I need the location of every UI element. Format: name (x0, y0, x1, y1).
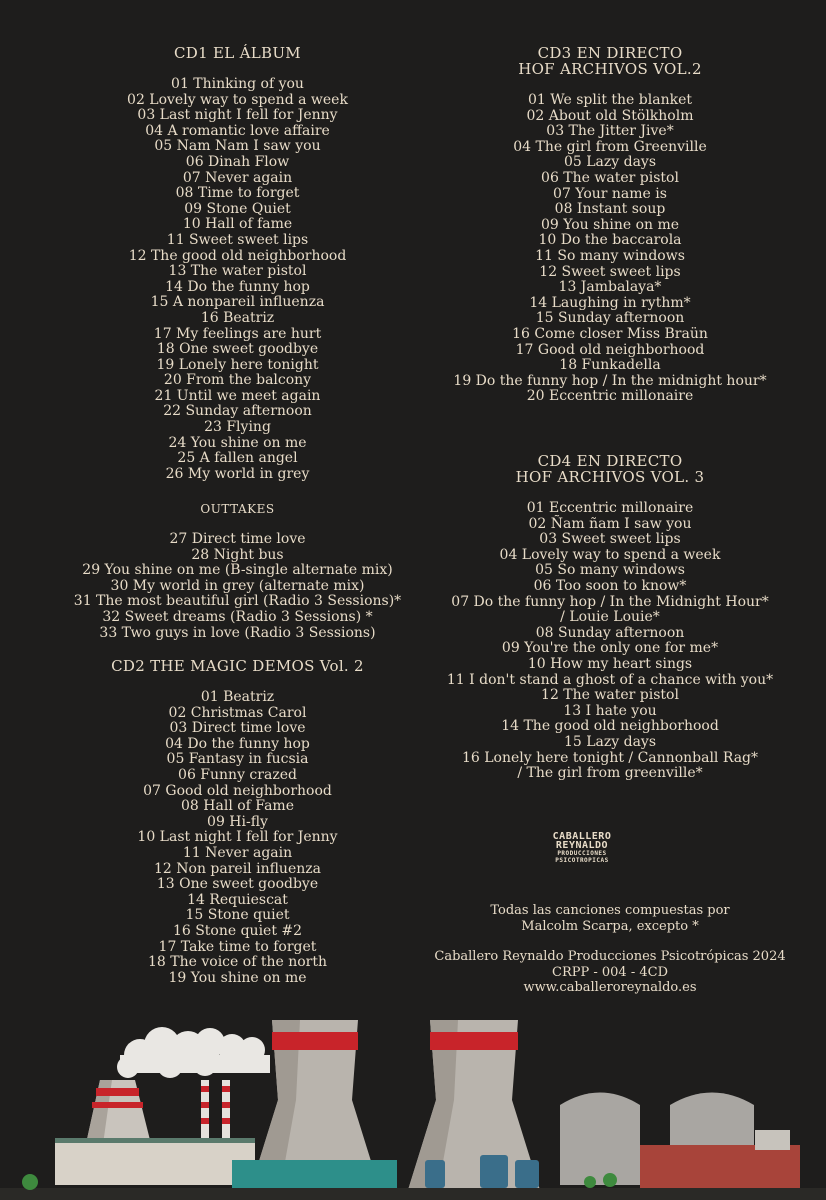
track-item: 07 Never again (182, 169, 293, 186)
track-item: 25 A fallen angel (177, 450, 298, 467)
track-item: 18 Funkadella (559, 357, 661, 374)
logo-line2: REYNALDO (555, 840, 609, 851)
track-item: 24 You shine on me (168, 434, 307, 451)
outtake-item: 31 The most beautiful girl (Radio 3 Sessions)* (73, 593, 402, 610)
composer-line2: Malcolm Scarpa, excepto * (521, 918, 699, 934)
track-item: 05 Fantasy in fucsia (166, 751, 309, 768)
track-item: 01 Thinking of you (171, 76, 304, 92)
cd4-tracklist (415, 501, 805, 782)
track-item: 13 Jambalaya* (558, 279, 662, 296)
track-item: 21 Until we meet again (154, 387, 321, 404)
track-item: 04 Lovely way to spend a week (499, 546, 721, 563)
outtake-item: 32 Sweet dreams (Radio 3 Sessions) * (102, 608, 373, 625)
track-item: 10 How my heart sings (527, 655, 693, 672)
track-item: 19 Do the funny hop / In the midnight hour* (453, 372, 767, 389)
track-item: 14 Laughing in rythm* (529, 294, 691, 311)
track-item: 05 Lazy days (563, 154, 657, 171)
outtake-item: 29 You shine on me (B-single alternate mix) (82, 562, 393, 579)
track-item: 17 My feelings are hurt (153, 325, 322, 342)
track-item: 17 Take time to forget (158, 938, 317, 955)
track-item: 20 Eccentric millonaire (526, 388, 694, 405)
track-item: 01 Beatriz (200, 689, 275, 705)
track-item: 11 Sweet sweet lips (166, 231, 309, 248)
label-logo (548, 832, 616, 864)
track-item: 05 So many windows (535, 562, 685, 579)
track-item: 05 Nam Nam I saw you (154, 138, 321, 155)
track-item: 03 Direct time love (169, 720, 306, 737)
outtake-item: 28 Night bus (191, 546, 284, 563)
track-item: 15 Stone quiet (185, 907, 290, 924)
label-name: Caballero Reynaldo Producciones Psicotrópicas 2024 (434, 949, 786, 964)
track-item: 14 The good old neighborhood (501, 718, 719, 735)
track-item: 16 Beatriz (200, 309, 275, 326)
cd3-title-line2: HOF ARCHIVOS VOL.2 (518, 60, 702, 78)
track-item: 09 Stone Quiet (184, 200, 291, 217)
cd1-title: CD1 EL ÁLBUM (174, 44, 301, 62)
track-item: 11 I don't stand a ghost of a chance with you* (446, 671, 774, 688)
track-item: 12 Non pareil influenza (154, 860, 321, 877)
track-item: 02 Lovely way to spend a week (127, 91, 348, 108)
track-item: 08 Sunday afternoon (535, 624, 685, 641)
teal-building-icon (232, 1160, 397, 1190)
cd4-title-line1: CD4 EN DIRECTO (537, 452, 683, 470)
track-item: 03 The Jitter Jive* (546, 123, 674, 140)
track-item: 08 Time to forget (175, 185, 300, 202)
outtake-item: 30 My world in grey (alternate mix) (110, 577, 365, 594)
track-item: 02 Ñam ñam I saw you (528, 515, 692, 532)
track-item: 08 Instant soup (554, 201, 666, 218)
smoke-cloud-icon (117, 1027, 270, 1078)
track-item: 16 Come closer Miss Braün (512, 325, 708, 342)
outtake-item: 27 Direct time love (169, 531, 306, 547)
track-item: 01 We split the blanket (527, 92, 692, 108)
track-item: 02 About old Stölkholm (526, 107, 694, 124)
logo-line4: PSICOTROPICAS (555, 857, 609, 864)
track-item: 16 Stone quiet #2 (172, 922, 303, 939)
chimney-icon (201, 1080, 230, 1140)
track-item: / The girl from greenville* (517, 765, 703, 782)
track-item: 09 You're the only one for me* (501, 640, 719, 657)
outtakes-title: OUTTAKES (200, 502, 275, 516)
track-item: 12 The water pistol (541, 687, 679, 704)
track-item: 15 A nonpareil influenza (150, 294, 325, 311)
track-item: 12 Sweet sweet lips (539, 263, 681, 280)
brick-building-icon (640, 1145, 800, 1190)
track-item: 15 Lazy days (563, 733, 657, 750)
track-item: 17 Good old neighborhood (515, 341, 705, 358)
website-link[interactable]: www.caballeroreynaldo.es (523, 980, 697, 996)
track-item: 07 Your name is (553, 185, 667, 202)
track-item: 04 Do the funny hop (165, 735, 310, 752)
track-item: 23 Flying (204, 419, 271, 436)
track-item: 10 Do the baccarola (538, 232, 682, 249)
track-item: 18 One sweet goodbye (156, 341, 319, 358)
track-item: 14 Requiescat (187, 891, 288, 908)
track-item: 09 You shine on me (540, 216, 680, 233)
track-item: 04 A romantic love affaire (145, 122, 330, 139)
track-item: 20 From the balcony (163, 372, 312, 389)
track-item: 08 Hall of Fame (181, 798, 294, 815)
track-item: 10 Last night I fell for Jenny (137, 829, 338, 846)
track-item: 16 Lonely here tonight / Cannonball Rag* (461, 749, 759, 766)
track-item: 06 The water pistol (541, 169, 679, 186)
factory-building-icon (55, 1140, 255, 1185)
track-item: / Louie Louie* (560, 609, 660, 626)
track-item: 03 Sweet sweet lips (539, 531, 681, 548)
track-item: 18 The voice of the north (148, 954, 327, 971)
cd3-title-line1: CD3 EN DIRECTO (537, 44, 683, 62)
track-item: 15 Sunday afternoon (535, 310, 685, 327)
outtake-item: 33 Two guys in love (Radio 3 Sessions) (99, 624, 376, 641)
cd2-tracklist (40, 690, 435, 986)
track-item: 09 Hi-fly (207, 813, 268, 830)
track-item: 26 My world in grey (165, 465, 310, 482)
composer-line1: Todas las canciones compuestas por (490, 903, 730, 918)
composer-credit (415, 903, 805, 934)
track-item: 03 Last night I fell for Jenny (137, 107, 338, 124)
track-item: 12 The good old neighborhood (128, 247, 347, 264)
track-item: 06 Dinah Flow (185, 153, 290, 170)
track-item: 07 Do the funny hop / In the Midnight Hour* (451, 593, 769, 610)
track-item: 10 Hall of fame (182, 216, 293, 233)
track-item: 14 Do the funny hop (165, 278, 310, 295)
track-item: 01 Eccentric millonaire (526, 500, 694, 516)
track-item: 19 You shine on me (168, 969, 307, 986)
track-item: 06 Too soon to know* (533, 577, 687, 594)
track-item: 02 Christmas Carol (168, 704, 307, 721)
track-item: 13 I hate you (563, 702, 657, 719)
cd2-title: CD2 THE MAGIC DEMOS Vol. 2 (111, 657, 364, 675)
track-item: 06 Funny crazed (178, 766, 297, 783)
track-item: 13 The water pistol (168, 263, 307, 280)
outtakes-tracklist (40, 532, 435, 641)
power-plant-illustration (0, 1010, 826, 1200)
catalog-number: CRPP - 004 - 4CD (552, 964, 668, 980)
track-item: 19 Lonely here tonight (156, 356, 319, 373)
track-item: 04 The girl from Greenville (513, 138, 707, 155)
logo-line3: PRODUCCIONES (557, 850, 607, 857)
track-item: 22 Sunday afternoon (163, 403, 312, 420)
label-credit (415, 949, 805, 996)
logo-line1: CABALLERO (552, 831, 612, 842)
track-item: 13 One sweet goodbye (156, 876, 319, 893)
cd1-tracklist (40, 77, 435, 482)
track-item: 07 Good old neighborhood (143, 782, 332, 799)
track-item: 11 So many windows (535, 247, 685, 264)
track-item: 11 Never again (182, 844, 293, 861)
cd3-tracklist (415, 93, 805, 405)
cd4-title-line2: HOF ARCHIVOS VOL. 3 (515, 468, 705, 486)
